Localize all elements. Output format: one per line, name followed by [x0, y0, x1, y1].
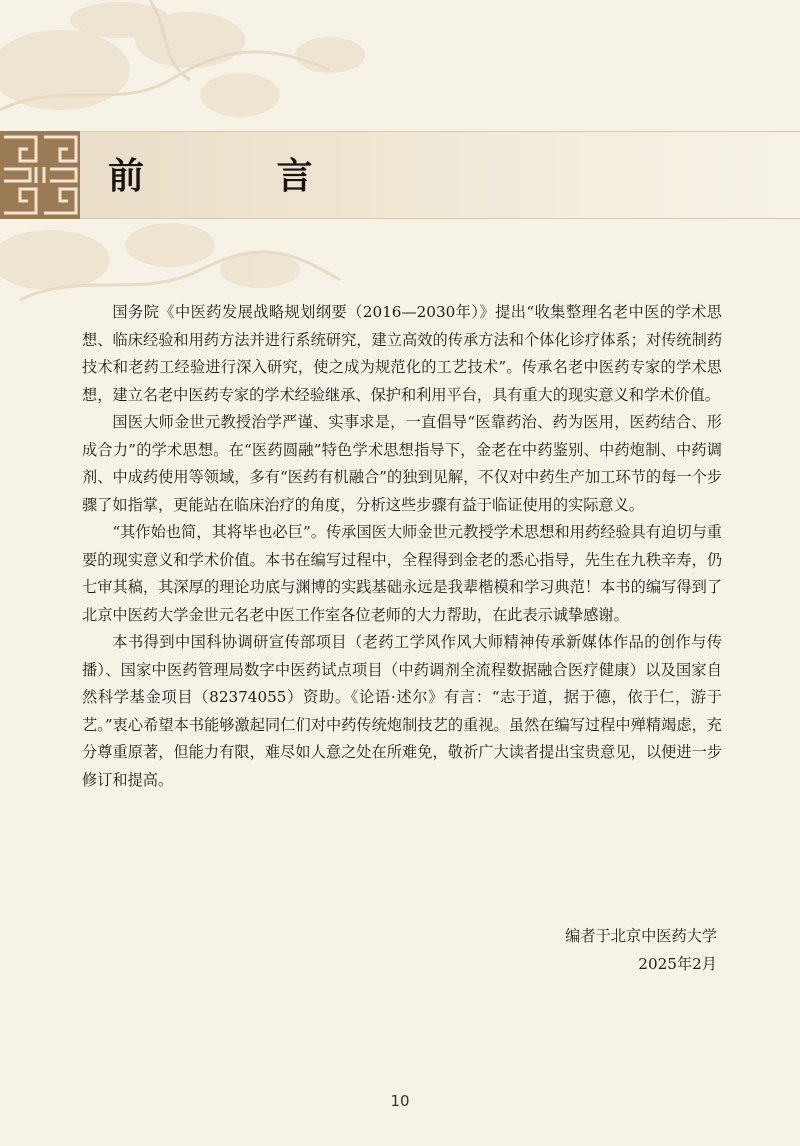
paragraph: 国务院《中医药发展战略规划纲要（2016—2030年）》提出“收集整理名老中医的学术思想、临床经验和用药方法并进行系统研究，建立高效的传承方法和个体化诊疗体系；对传统制药技术和老药工经验进行深入研究，使之成为规范化的工艺技术”。传承名老中医药专家的学术思想，建立名老中医药专家的学术经验继承、保护和利用平台，具有重大的现实意义和学术价值。	[82, 303, 722, 404]
title-band-border-bottom	[80, 218, 800, 219]
paragraph: 本书得到中国科协调研宣传部项目（老药工学风作风大师精神传承新媒体作品的创作与传播）、国家中医药管理局数字中医药试点项目（中药调剂全流程数据融合医疗健康）以及国家自然科学基金项目（82374055）资助。《论语·述尔》有言：“志于道，据于德，依于仁，游于艺。”衷心希望本书能够激起同仁们对中药传统炮制技艺的重视。虽然在编写过程中殚精竭虑，充分尊重原著，但能力有限，难尽如人意之处在所难免，敬祈广大读者提出宝贵意见，以便进一步修订和提高。	[82, 633, 722, 789]
preface-body	[82, 299, 722, 794]
signoff-date: 2025年2月	[638, 954, 717, 973]
paragraph: “其作始也简，其将毕也必巨”。传承国医大师金世元教授学术思想和用药经验具有迫切与重要的现实意义和学术价值。本书在编写过程中，全程得到金老的悉心指导，先生在九秩辛寿，仍七审其稿，其深厚的理论功底与渊博的实践基础永远是我辈楷模和学习典范！本书的编写得到了北京中医药大学金世元名老中医工作室各位老师的大力帮助，在此表示诚挚感谢。	[82, 523, 722, 624]
fret-pattern-icon	[0, 131, 80, 219]
page-number: 10	[390, 1092, 410, 1110]
paragraph: 国医大师金世元教授治学严谨、实事求是，一直倡导“医靠药治、药为医用，医药结合、形成合力”的学术思想。在“医药圆融”特色学术思想指导下，金老在中药鉴别、中药炮制、中药调剂、中成药使用等领域，多有“医药有机融合”的独到见解，不仅对中药生产加工环节的每一个步骤了如指掌，更能站在临床治疗的角度，分析这些步骤有益于临证使用的实际意义。	[82, 413, 722, 514]
signoff	[565, 923, 717, 978]
signoff-author: 编者于北京中医药大学	[565, 927, 717, 945]
page-title: 前 言	[108, 155, 373, 197]
title-band-border-top	[80, 131, 800, 132]
